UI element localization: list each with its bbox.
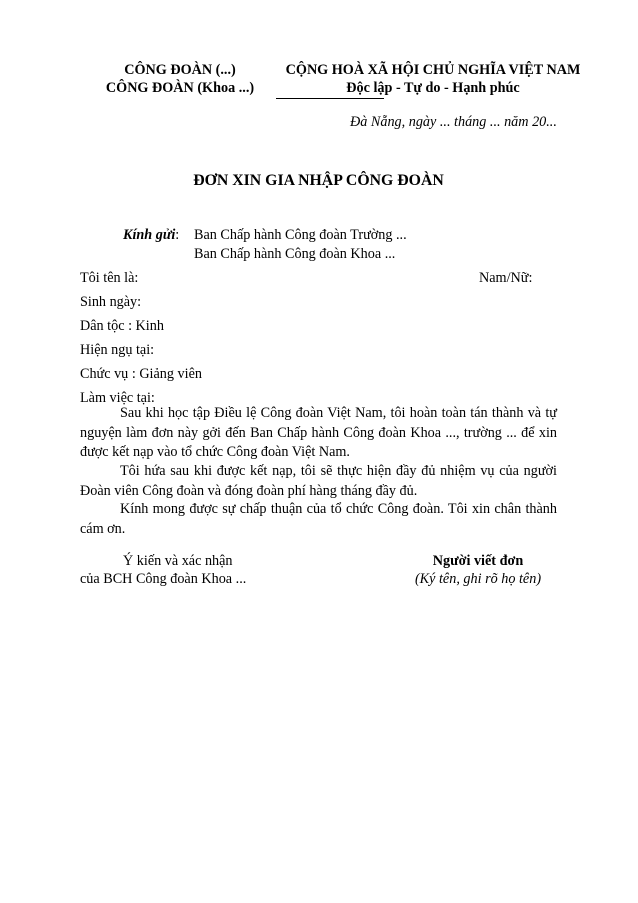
- recipient-line1: Ban Chấp hành Công đoàn Trường ...: [194, 227, 407, 243]
- field-ethnicity: Dân tộc : Kinh: [80, 318, 164, 334]
- field-gender: Nam/Nữ:: [479, 270, 533, 286]
- recipient-colon: :: [175, 227, 180, 243]
- recipient-block: [123, 227, 179, 244]
- confirmation-subheading: của BCH Công đoàn Khoa ...: [80, 571, 247, 587]
- field-residence: Hiện ngụ tại:: [80, 342, 155, 358]
- org-name-line2: CÔNG ĐOÀN (Khoa ...): [105, 80, 255, 96]
- body-paragraph-1: [80, 404, 557, 463]
- confirmation-heading: Ý kiến và xác nhận: [123, 553, 233, 569]
- org-name-line1: CÔNG ĐOÀN (...): [124, 62, 236, 78]
- signer-heading: Người viết đơn: [432, 553, 524, 569]
- national-motto: Độc lập - Tự do - Hạnh phúc: [346, 80, 520, 96]
- body-paragraph-3: [80, 500, 557, 539]
- field-workplace: Làm việc tại:: [80, 390, 155, 406]
- body-paragraph-2-text: Tôi hứa sau khi được kết nạp, tôi sẽ thực hiện đầy đủ nhiệm vụ của người Đoàn viên Công đoàn và đóng đoàn phí hàng tháng đầy đủ.: [80, 463, 557, 499]
- motto-underline: [276, 98, 384, 99]
- field-dob: Sinh ngày:: [80, 294, 142, 310]
- document-title: ĐƠN XIN GIA NHẬP CÔNG ĐOÀN: [193, 172, 444, 189]
- field-name: Tôi tên là:: [80, 270, 139, 286]
- recipient-label: Kính gửi: [123, 227, 176, 243]
- signer-note: (Ký tên, ghi rõ họ tên): [414, 571, 542, 587]
- body-paragraph-3-text: Kính mong được sự chấp thuận của tổ chức Công đoàn. Tôi xin chân thành cám ơn.: [80, 501, 557, 537]
- body-paragraph-2: [80, 462, 557, 501]
- national-title: CỘNG HOÀ XÃ HỘI CHỦ NGHĨA VIỆT NAM: [285, 62, 581, 78]
- field-position: Chức vụ : Giảng viên: [80, 366, 202, 382]
- body-paragraph-1-text: Sau khi học tập Điều lệ Công đoàn Việt Nam, tôi hoàn toàn tán thành và tự nguyện làm đơn này gởi đến Ban Chấp hành Công đoàn Khoa ..., trường ... để xin được kết nạp vào tổ chức Công đoàn Việt Nam.: [80, 405, 557, 460]
- place-date: Đà Nẵng, ngày ... tháng ... năm 20...: [350, 114, 557, 130]
- recipient-line2: Ban Chấp hành Công đoàn Khoa ...: [194, 246, 396, 262]
